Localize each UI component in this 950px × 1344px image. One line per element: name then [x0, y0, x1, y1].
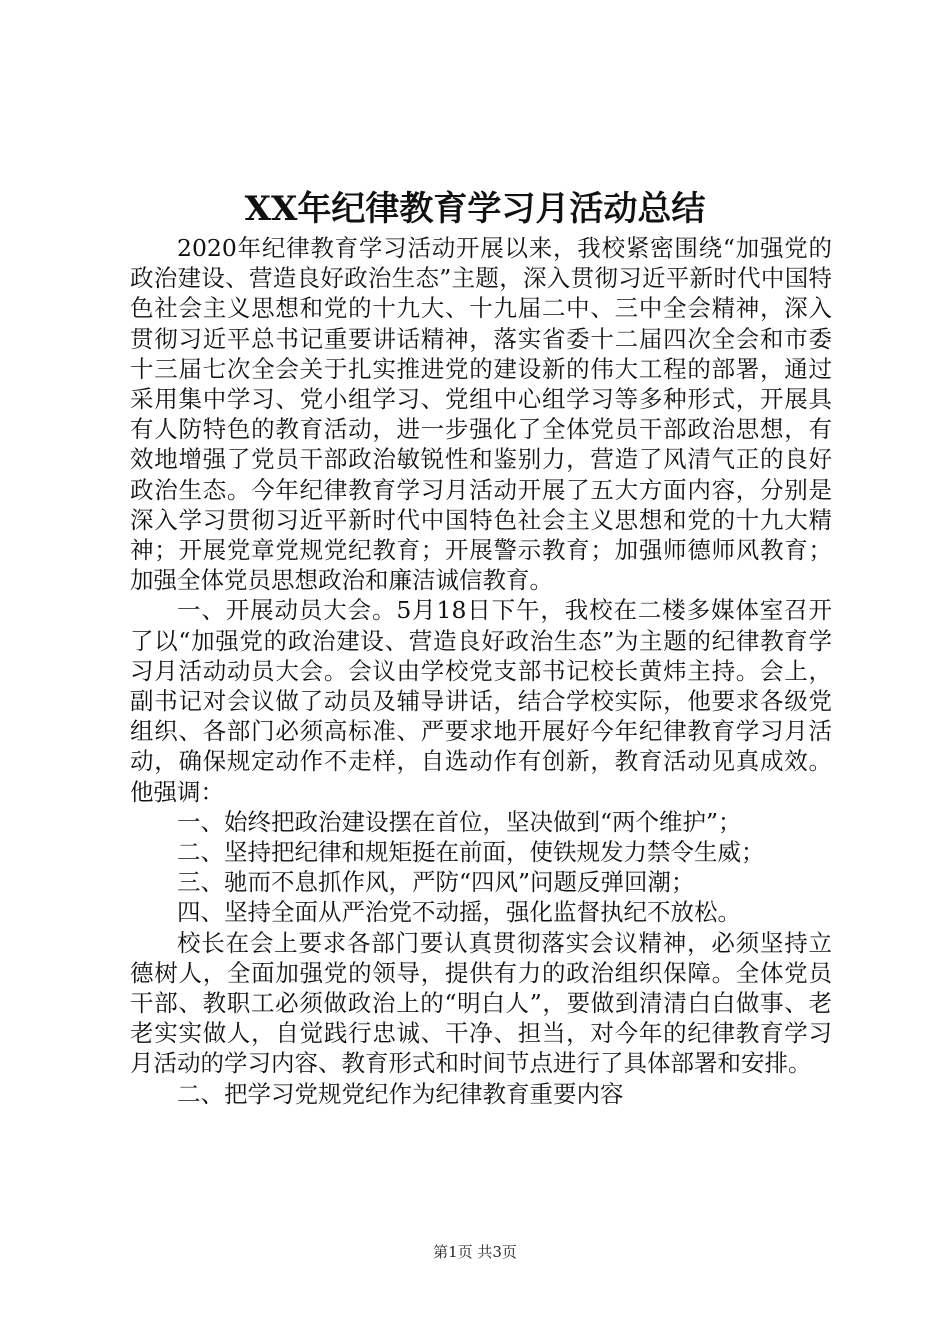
- document-body: [130, 233, 832, 1109]
- list-item-point-3: 三、驰而不息抓作风，严防“四风”问题反弹回潮；: [177, 868, 695, 897]
- page-number-footer: 第1页 共3页: [433, 1243, 517, 1261]
- paragraph-section-1: 一、开展动员大会。5月18日下午，我校在二楼多媒体室召开了以“加强党的政治建设、营造良好政治生态”为主题的纪律教育学习月活动动员大会。会议由学校党支部书记校长黄炜主持。会上，副书记对会议做了动员及辅导讲话，结合学校实际，他要求各级党组织、各部门必须高标准、严要求地开展好今年纪律教育学习月活动，确保规定动作不走样，自选动作有创新，教育活动见真成效。他强调：: [130, 596, 832, 806]
- document-title: XX年纪律教育学习月活动总结: [244, 189, 706, 229]
- list-item-point-4: 四、坚持全面从严治党不动摇，强化监督执纪不放松。: [177, 898, 741, 927]
- list-item-point-2: 二、坚持把纪律和规矩挺在前面，使铁规发力禁令生威；: [177, 838, 765, 867]
- paragraph-intro: 2020年纪律教育学习活动开展以来，我校紧密围绕“加强党的政治建设、营造良好政治生态”主题，深入贯彻习近平新时代中国特色社会主义思想和党的十九大、十九届二中、三中全会精神，深入贯彻习近平总书记重要讲话精神，落实省委十二届四次全会和市委十三届七次全会关于扎实推进党的建设新的伟大工程的部署，通过采用集中学习、党小组学习、党组中心组学习等多种形式，开展具有人防特色的教育活动，进一步强化了全体党员干部政治思想，有效地增强了党员干部政治敏锐性和鉴别力，营造了风清气正的良好政治生态。今年纪律教育学习月活动开展了五大方面内容，分别是深入学习贯彻习近平新时代中国特色社会主义思想和党的十九大精神；开展党章党规党纪教育；开展警示教育；加强师德师风教育；加强全体党员思想政治和廉洁诚信教育。: [130, 234, 832, 595]
- paragraph-principal-remarks: 校长在会上要求各部门要认真贯彻落实会议精神，必须坚持立德树人，全面加强党的领导，提供有力的政治组织保障。全体党员干部、教职工必须做政治上的“明白人”，要做到清清白白做事、老老实实做人，自觉践行忠诚、干净、担当，对今年的纪律教育学习月活动的学习内容、教育形式和时间节点进行了具体部署和安排。: [130, 928, 832, 1078]
- section-heading-2: 二、把学习党规党纪作为纪律教育重要内容: [177, 1079, 624, 1108]
- list-item-point-1: 一、始终把政治建设摆在首位，坚决做到“两个维护”；: [177, 807, 742, 836]
